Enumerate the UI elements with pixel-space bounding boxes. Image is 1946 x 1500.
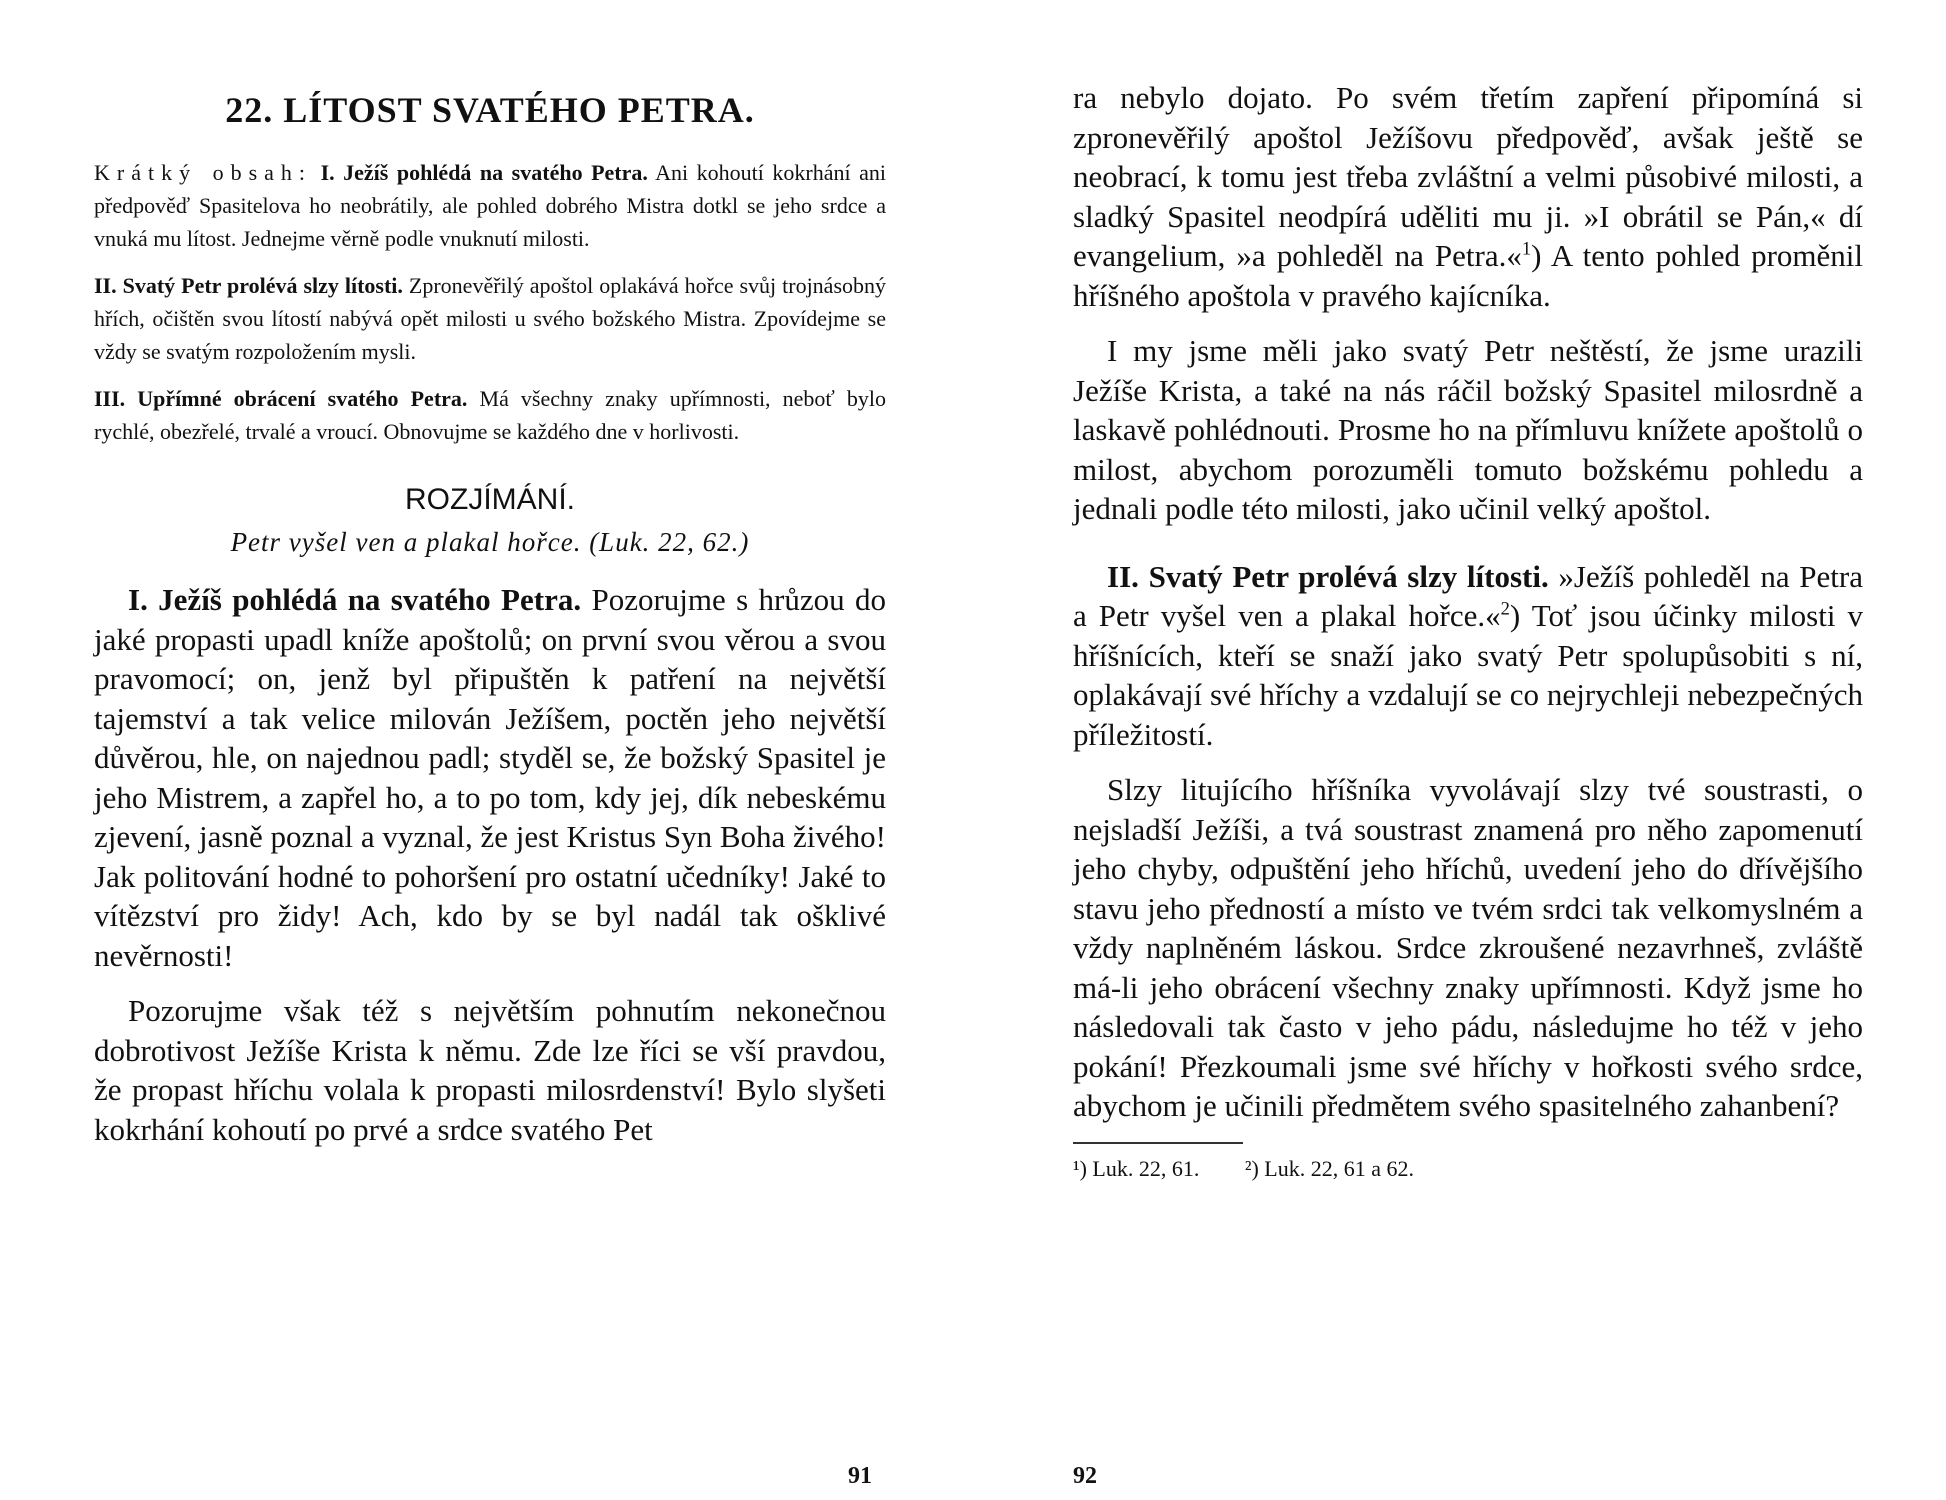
meditation-paragraph-2-text: Pozorujme však též s největším pohnutím nekonečnou dobrotivost Ježíše Krista k němu. Zde lze říci se vší pravdou, že propast hříchu volala k propasti milosrdenství! Bylo slyšeti kokrhání kohoutí po prvé a srdce svatého Pet <box>94 993 886 1147</box>
page-number: 92 <box>1073 1463 1097 1489</box>
summary-label: Krátký obsah: <box>94 160 313 185</box>
motto: Petr vyšel ven a plakal hořce. (Luk. 22, 62.) <box>230 527 750 557</box>
footnote-mark: 1 <box>1521 238 1532 260</box>
summary-point-1 <box>94 156 886 255</box>
chapter-title: 22. LÍTOST SVATÉHO PETRA. <box>225 90 755 130</box>
page-number: 91 <box>848 1463 872 1489</box>
left-column <box>94 90 886 1165</box>
footnote-1: ¹) Luk. 22, 61. <box>1073 1155 1200 1181</box>
meditation-paragraph-4-text: »Ježíš pohleděl na Petra a Petr vyšel ven a plakal hořce.« <box>1073 558 1863 633</box>
summary-point-3 <box>94 382 886 448</box>
section-heading: ROZJÍMÁNÍ. <box>405 483 575 516</box>
summary-point-3-heading: III. Upřímné obrácení svatého Petra. <box>94 386 468 411</box>
footnote-divider <box>1073 1142 1243 1144</box>
meditation-paragraph-5-text: Slzy litujícího hříšníka vyvolávají slzy tvé soustrasti, o nejsladší Ježíši, a tvá soustrast znamená pro něho zapomenutí jeho chyby, odpuštění jeho hříchů, uvedení jeho do dřívějšího stavu jeho předností a místo ve tvém srdci tak velkomyslném a vždy naplněném láskou. Srdce zkroušené nezavrhneš, zvláště má-li jeho obrácení všechny znaky upřímnosti. Když jsme ho následovali tak často v jeho pádu, následujme ho též v jeho pokání! Přezkoumali jsme své hříchy v hořkosti svého srdce, abychom je učinili předmětem svého spasitelného zahanbení? <box>1073 772 1863 1123</box>
summary-point-3-text: Má všechny znaky upřímnosti, neboť bylo rychlé, obezřelé, trvalé a vroucí. Obnovujme se každého dne v horlivosti. <box>94 386 887 444</box>
meditation-paragraph-4 <box>1073 557 1863 755</box>
right-page <box>973 0 1946 1500</box>
continued-paragraph-text: ra nebylo dojato. Po svém třetím zapření připomíná si zpronevěřilý apoštol Ježíšovu předpověď, avšak ještě se neobrací, k tomu jest třeba zvláštní a velmi působivé milosti, a sladký Spasitel neodpírá uděliti mu ji. »I obrátil se Pán,« dí evangelium, »a pohleděl na Petra.« <box>1073 80 1863 273</box>
meditation-point-2-heading: II. Svatý Petr prolévá slzy lítosti. <box>1107 558 1549 594</box>
continued-paragraph-text-2: ) A tento pohled proměnil hříšného apoštola v pravého kajícníka. <box>1073 238 1863 313</box>
summary-point-2-text: Zpronevěřilý apoštol oplakává hořce svůj trojnásobný hřích, očištěn svou lítostí nabývá opět milosti u svého božského Mistra. Zpovídejme se vždy se svatým rozpoložením mysli. <box>94 273 887 364</box>
meditation-paragraph-4-text-2: ) Toť jsou účinky milosti v hříšnících, kteří se snaží jako svatý Petr spolupůsobiti s ní, oplakávají své hříchy a vzdalují se co nejrychleji nebezpečných příležitostí. <box>1073 598 1863 752</box>
continued-paragraph <box>1073 78 1863 315</box>
right-column <box>1073 78 1863 1184</box>
summary-point-2-heading: II. Svatý Petr prolévá slzy lítosti. <box>94 273 403 298</box>
footnote-2: ²) Luk. 22, 61 a 62. <box>1244 1155 1414 1181</box>
meditation-paragraph-5 <box>1073 770 1863 1126</box>
meditation-paragraph-3-text: I my jsme měli jako svatý Petr neštěstí, že jsme urazili Ježíše Krista, a také na nás ráčil božský Spasitel milosrdně a laskavě pohlédnouti. Prosme ho na přímluvu knížete apoštolů o milost, abychom porozuměli tomuto božskému pohledu a jednali podle této milosti, jako učinil velký apoštol. <box>1073 333 1863 526</box>
meditation-paragraph-1-text: Pozorujme s hrůzou do jaké propasti upadl kníže apoštolů; on první svou věrou a svou pravomocí; on, jenž byl připuštěn k patření na největší tajemství a tak velice milován Ježíšem, poctěn jeho největší důvěrou, hle, on najednou padl; styděl se, že božský Spasitel je jeho Mistrem, a zapřel ho, a to po tom, kdy jej, dík nebeskému zjevení, jasně poznal a vyznal, že jest Kristus Syn Boha živého! Jak politování hodné to pohoršení pro ostatní učedníky! Jaké to vítězství pro židy! Ach, kdo by se byl nadál tak ošklivé nevěrnosti! <box>94 582 886 973</box>
summary-point-2 <box>94 269 886 368</box>
meditation-point-1-heading: I. Ježíš pohlédá na svatého Petra. <box>128 582 582 617</box>
meditation-paragraph-1 <box>94 580 886 975</box>
summary-point-1-heading: I. Ježíš pohlédá na svatého Petra. <box>320 160 648 185</box>
meditation-paragraph-3 <box>1073 331 1863 529</box>
meditation-paragraph-2 <box>94 991 886 1149</box>
footnote-mark: 2 <box>1500 598 1510 620</box>
summary-point-1-text: Ani kohoutí kokrhání ani předpověď Spasitelova ho neobrátily, ale pohled dobrého Mistra dotkl se jeho srdce a vnuká mu lítost. Jednejme věrně podle vnuknutí milosti. <box>94 160 887 251</box>
footnotes <box>1073 1154 1863 1184</box>
